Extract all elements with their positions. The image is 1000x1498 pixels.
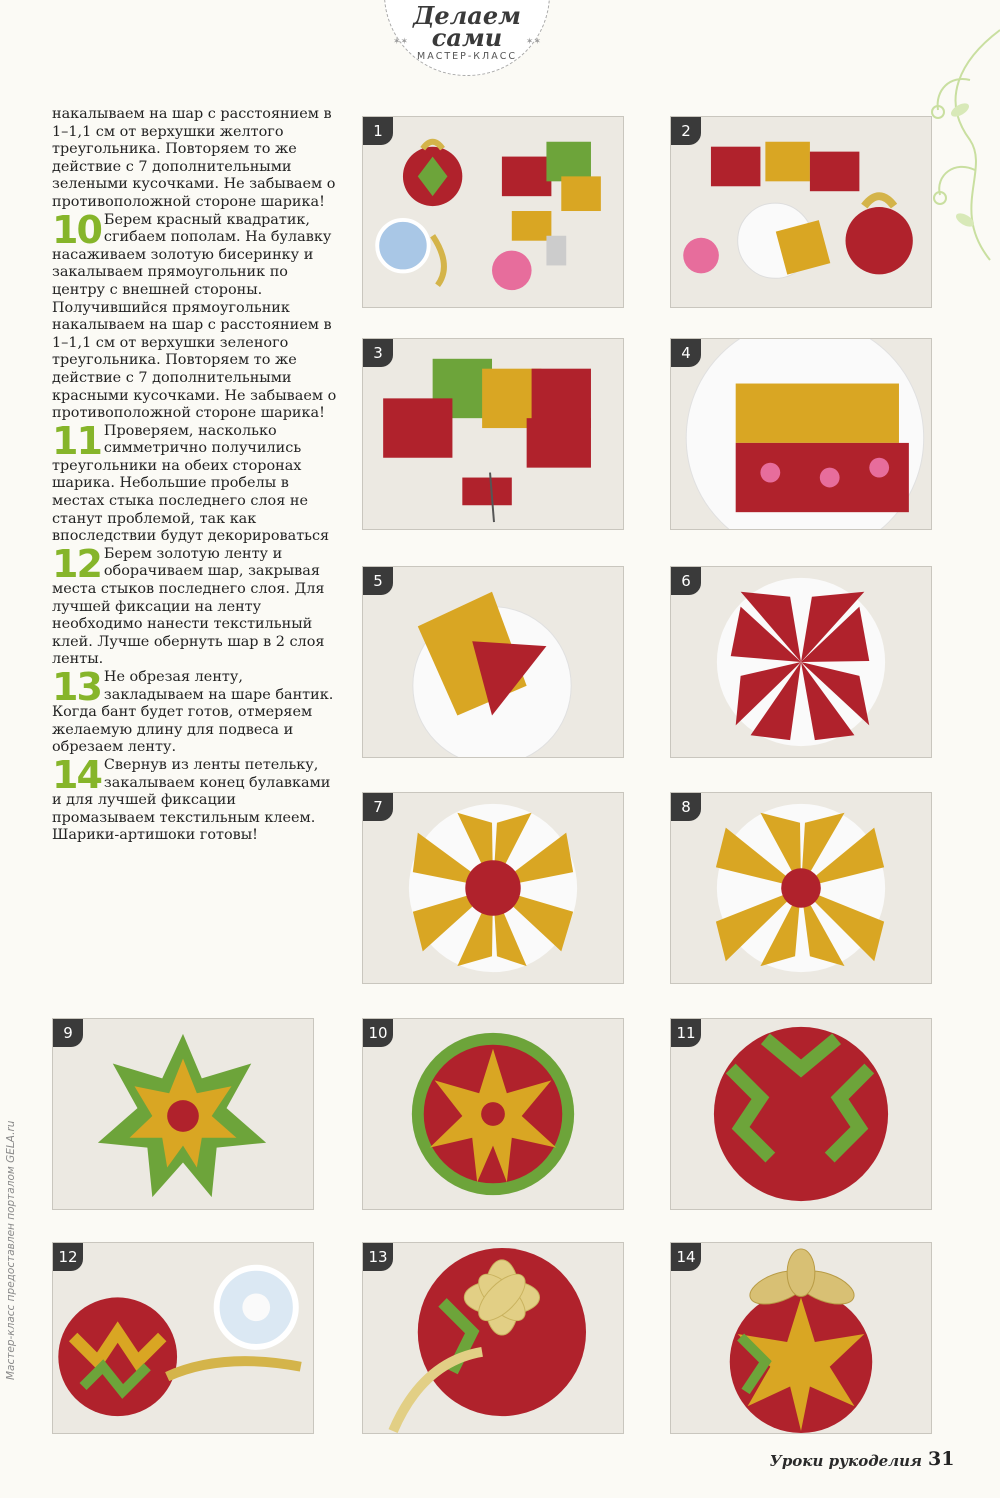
photo-12 (52, 1242, 314, 1434)
red-layer-photo (671, 567, 931, 757)
photo-3 (362, 338, 624, 530)
yellow-side-photo (671, 793, 931, 983)
step-number: 14 (52, 752, 101, 797)
photo-label: 10 (363, 1019, 393, 1047)
star-icon: ✶✶ (525, 37, 541, 47)
ribbon-photo (53, 1243, 313, 1433)
step-number: 13 (52, 665, 101, 709)
photo-label: 2 (671, 117, 701, 145)
step-text: Берем красный квадратик, сгибаем пополам. На булавку насаживаем золотую бисеринку и закалываем прямоугольник по центру с внешней стороны. Получившийся прямоугольник накалываем на шар с расстоянием в 1–1,1 см от верхушки зеленого треугольника. Повторяем то же действие с 7 дополнительными красными кусочками. Не забываем о противоположной стороне шарика! (52, 211, 337, 422)
photo-8 (670, 792, 932, 984)
finished-photo (671, 1243, 931, 1433)
triangle-photo (363, 567, 623, 757)
photo-4 (670, 338, 932, 530)
photo-1 (362, 116, 624, 308)
photo-9 (52, 1018, 314, 1210)
side-credit: Мастер-класс предоставлен порталом GELA.ru (5, 1120, 17, 1380)
materials-photo (363, 117, 623, 307)
bow-top-photo (363, 1243, 623, 1433)
photo-13 (362, 1242, 624, 1434)
photo-7 (362, 792, 624, 984)
step-number: 12 (52, 541, 101, 586)
materials-ball-photo (671, 117, 931, 307)
section-badge (384, 0, 550, 76)
photo-label: 3 (363, 339, 393, 367)
photo-5 (362, 566, 624, 758)
photo-label: 9 (53, 1019, 83, 1047)
photo-label: 11 (671, 1019, 701, 1047)
green-star-photo (53, 1019, 313, 1209)
step-13 (52, 665, 342, 757)
photo-label: 13 (363, 1243, 393, 1271)
step-10 (52, 207, 342, 423)
photo-10 (362, 1018, 624, 1210)
step-12 (52, 541, 342, 669)
photo-label: 4 (671, 339, 701, 367)
squares-photo (363, 339, 623, 529)
photo-11 (670, 1018, 932, 1210)
page-number: 31 (928, 1448, 955, 1470)
step-text: Берем золотую ленту и оборачиваем шар, закрывая места стыков последнего слоя. Для лучшей фиксации на ленту необходимо нанести текстильный клей. Лучше обернуть шар в 2 слоя ленты. (52, 545, 325, 668)
ball-full-photo (671, 1019, 931, 1209)
photo-6 (670, 566, 932, 758)
step-11 (52, 418, 342, 546)
step-text: Свернув из ленты петельку, закалываем конец булавками и для лучшей фиксации промазываем текстильным клеем. Шарики-артишоки готовы! (52, 756, 331, 844)
photo-label: 1 (363, 117, 393, 145)
photo-label: 14 (671, 1243, 701, 1271)
yellow-layer-photo (363, 793, 623, 983)
photo-label: 7 (363, 793, 393, 821)
step-number: 11 (52, 418, 101, 463)
photo-14 (670, 1242, 932, 1434)
instructions-column (52, 106, 342, 845)
ball-top-photo (363, 1019, 623, 1209)
photo-label: 6 (671, 567, 701, 595)
step-text: Проверяем, насколько симметрично получились треугольники на обеих сторонах шарика. Небольшие пробелы в местах стыка последнего слоя не станут проблемой, так как впоследствии будут декорироваться (52, 422, 330, 545)
step-text: Не обрезая ленту, закладываем на шаре бантик. Когда бант будет готов, отмеряем желаемую длину для подвеса и обрезаем ленту. (52, 669, 334, 756)
step-number: 10 (52, 207, 101, 252)
step-14 (52, 752, 342, 845)
fold-photo (671, 339, 931, 529)
star-icon: ✶✶ (393, 37, 409, 47)
intro-text: накалываем на шар с расстоянием в 1–1,1 см от верхушки желтого треугольника. Повторяем то же действие с 7 дополнительными зелеными кусочками. Не забываем о противоположной стороне шарика! (52, 106, 336, 210)
photo-label: 5 (363, 567, 393, 595)
section-subtitle: МАСТЕР-КЛАСС (417, 51, 517, 62)
magazine-name: Уроки рукоделия (769, 1452, 922, 1470)
photo-label: 8 (671, 793, 701, 821)
section-title: Делаем сами (413, 1, 521, 52)
photo-2 (670, 116, 932, 308)
photo-label: 12 (53, 1243, 83, 1271)
